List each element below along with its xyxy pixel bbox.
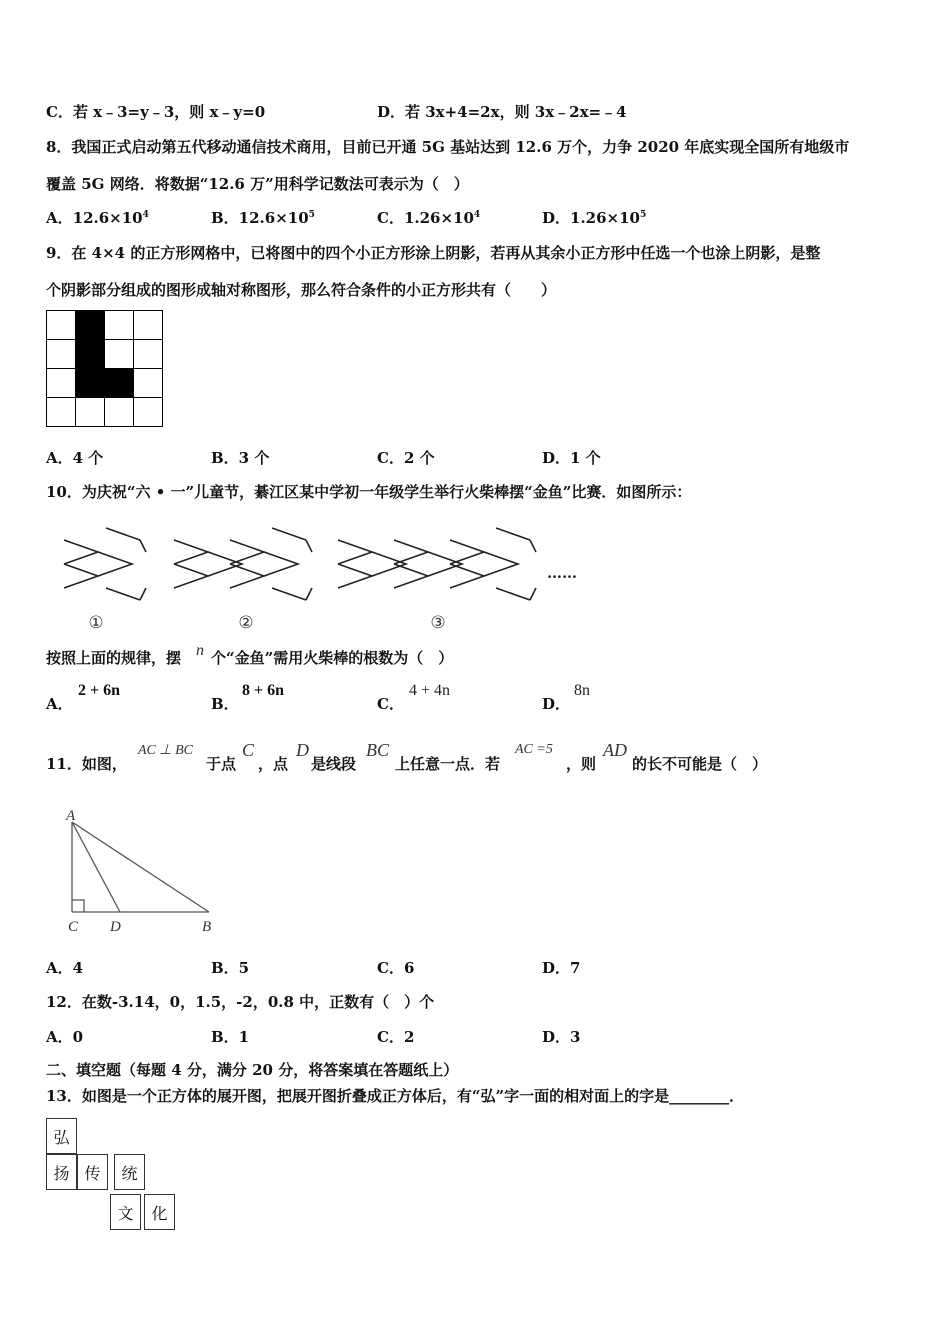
q9-grid-cell <box>105 311 134 340</box>
q8-option-c: C．$1.26\times 10^4$ <box>377 209 481 227</box>
q10-text-line1: 10．为庆祝“六 • 一”儿童节，綦江区某中学初一年级学生举行火柴棒摆“金鱼”比赛．如图所示： <box>46 483 692 501</box>
q9-grid-cell <box>47 311 76 340</box>
q11-label-d: D <box>110 919 121 935</box>
q13-cube-net-figure <box>46 1118 181 1234</box>
q10-label-1: ① <box>88 613 104 633</box>
q11-prefix: 11．如图， <box>46 755 127 773</box>
q11-math-bc: BC <box>366 740 390 760</box>
q9-grid-cell <box>76 340 105 369</box>
q9-option-d: D．1 个 <box>542 449 601 467</box>
q9-grid-cell <box>134 340 163 369</box>
q9-grid-cell <box>47 340 76 369</box>
q10-matchstick-fish-figure <box>50 518 590 638</box>
q11-option-c: C．6 <box>377 959 415 977</box>
q10-option-c-expr: 4 + 4n <box>409 682 451 699</box>
q10-label-2: ② <box>238 613 254 633</box>
q11-math-ad: AD <box>603 740 627 760</box>
q9-grid-cell <box>105 398 134 427</box>
q8-option-a: A．$12.6\times 10^4$ <box>46 209 149 227</box>
q9-grid-cell <box>105 340 134 369</box>
q13-cell-hua: 化 <box>144 1194 175 1230</box>
q10-text-line2b: 个“金鱼”需用火柴棒的根数为（ ） <box>211 649 454 667</box>
q7-option-c: C．若 x﹣3=y﹣3，则 x﹣y=0 <box>46 103 266 121</box>
q11-math-ac-perp-bc: AC ⊥ BC <box>138 743 193 758</box>
q10-option-d-expr: 8n <box>574 682 590 699</box>
q9-grid-cell <box>105 369 134 398</box>
q10-option-c-letter: C． <box>377 695 404 713</box>
q11-triangle-figure <box>46 800 236 945</box>
q8-text-line2: 覆盖 5G 网络．将数据“12.6 万”用科学记数法可表示为（ ） <box>46 175 469 193</box>
q12-text: 12．在数-3.14，0，1.5，-2，0.8 中，正数有（ ）个 <box>46 993 435 1011</box>
q13-text: 13．如图是一个正方体的展开图，把展开图折叠成正方体后，有“弘”字一面的相对面上的字是________． <box>46 1087 745 1105</box>
q9-grid-cell <box>47 369 76 398</box>
q9-option-a: A．4 个 <box>46 449 104 467</box>
q11-label-c: C <box>68 919 79 935</box>
q9-option-b: B．3 个 <box>211 449 270 467</box>
q11-label-b: B <box>202 919 212 935</box>
q11-text-2: ，点 <box>258 755 289 773</box>
q13-cell-tong: 统 <box>114 1154 145 1190</box>
q10-ellipsis: …… <box>547 564 577 582</box>
q11-option-d: D．7 <box>542 959 581 977</box>
q12-option-a: A．0 <box>46 1028 84 1046</box>
q10-option-d-letter: D． <box>542 695 571 713</box>
q10-option-a-letter: A． <box>46 695 73 713</box>
q8-text-line1: 8．我国正式启动第五代移动通信技术商用，目前已开通 5G 基站达到 12.6 万个，力争 2020 年底实现全国所有地级市 <box>46 138 850 156</box>
q13-cell-chuan: 传 <box>77 1154 108 1190</box>
q11-text-1: 于点 <box>206 755 237 773</box>
q11-option-b: B．5 <box>211 959 250 977</box>
q11-math-ac-eq-5: AC =5 <box>515 742 553 757</box>
q7-option-d: D．若 3x+4=2x，则 3x﹣2x=﹣4 <box>377 103 627 121</box>
q13-cell-hong: 弘 <box>46 1118 77 1154</box>
q10-text-line2a: 按照上面的规律，摆 <box>46 649 182 667</box>
q12-option-c: C．2 <box>377 1028 415 1046</box>
q9-grid-cell <box>134 369 163 398</box>
q12-option-b: B．1 <box>211 1028 250 1046</box>
q10-var-n: n <box>196 642 204 659</box>
q9-grid-figure <box>46 310 163 427</box>
q9-grid-cell <box>47 398 76 427</box>
q11-text-3: 是线段 <box>311 755 357 773</box>
q9-text-line2: 个阴影部分组成的图形成轴对称图形，那么符合条件的小正方形共有（ ） <box>46 281 557 299</box>
q10-option-b-expr: 8 + 6n <box>242 682 285 699</box>
q10-label-3: ③ <box>430 613 446 633</box>
q9-grid-cell <box>134 398 163 427</box>
q9-grid-cell <box>76 369 105 398</box>
q11-math-c: C <box>242 740 255 760</box>
q11-text-6: 的长不可能是（ ） <box>632 755 768 773</box>
q8-option-b: B．$12.6\times 10^5$ <box>211 209 315 227</box>
q9-option-c: C．2 个 <box>377 449 435 467</box>
q11-text-5: ，则 <box>566 755 597 773</box>
q9-grid-cell <box>76 311 105 340</box>
q11-text-4: 上任意一点．若 <box>395 755 501 773</box>
q11-option-a: A．4 <box>46 959 84 977</box>
section2-heading: 二、填空题（每题 4 分，满分 20 分，将答案填在答题纸上） <box>46 1061 459 1079</box>
q9-text-line1: 9．在 4×4 的正方形网格中，已将图中的四个小正方形涂上阴影，若再从其余小正方形中任选一个也涂上阴影，是整 <box>46 244 821 262</box>
q8-option-d: D．$1.26\times 10^5$ <box>542 209 647 227</box>
q12-option-d: D．3 <box>542 1028 581 1046</box>
q11-label-a: A <box>66 808 76 824</box>
q9-grid-cell <box>76 398 105 427</box>
q9-grid-cell <box>134 311 163 340</box>
q10-option-b-letter: B． <box>211 695 239 713</box>
q10-option-a-expr: 2 + 6n <box>78 682 121 699</box>
q11-math-d: D <box>296 740 309 760</box>
q13-cell-yang: 扬 <box>46 1154 77 1190</box>
q13-cell-wen: 文 <box>110 1194 141 1230</box>
